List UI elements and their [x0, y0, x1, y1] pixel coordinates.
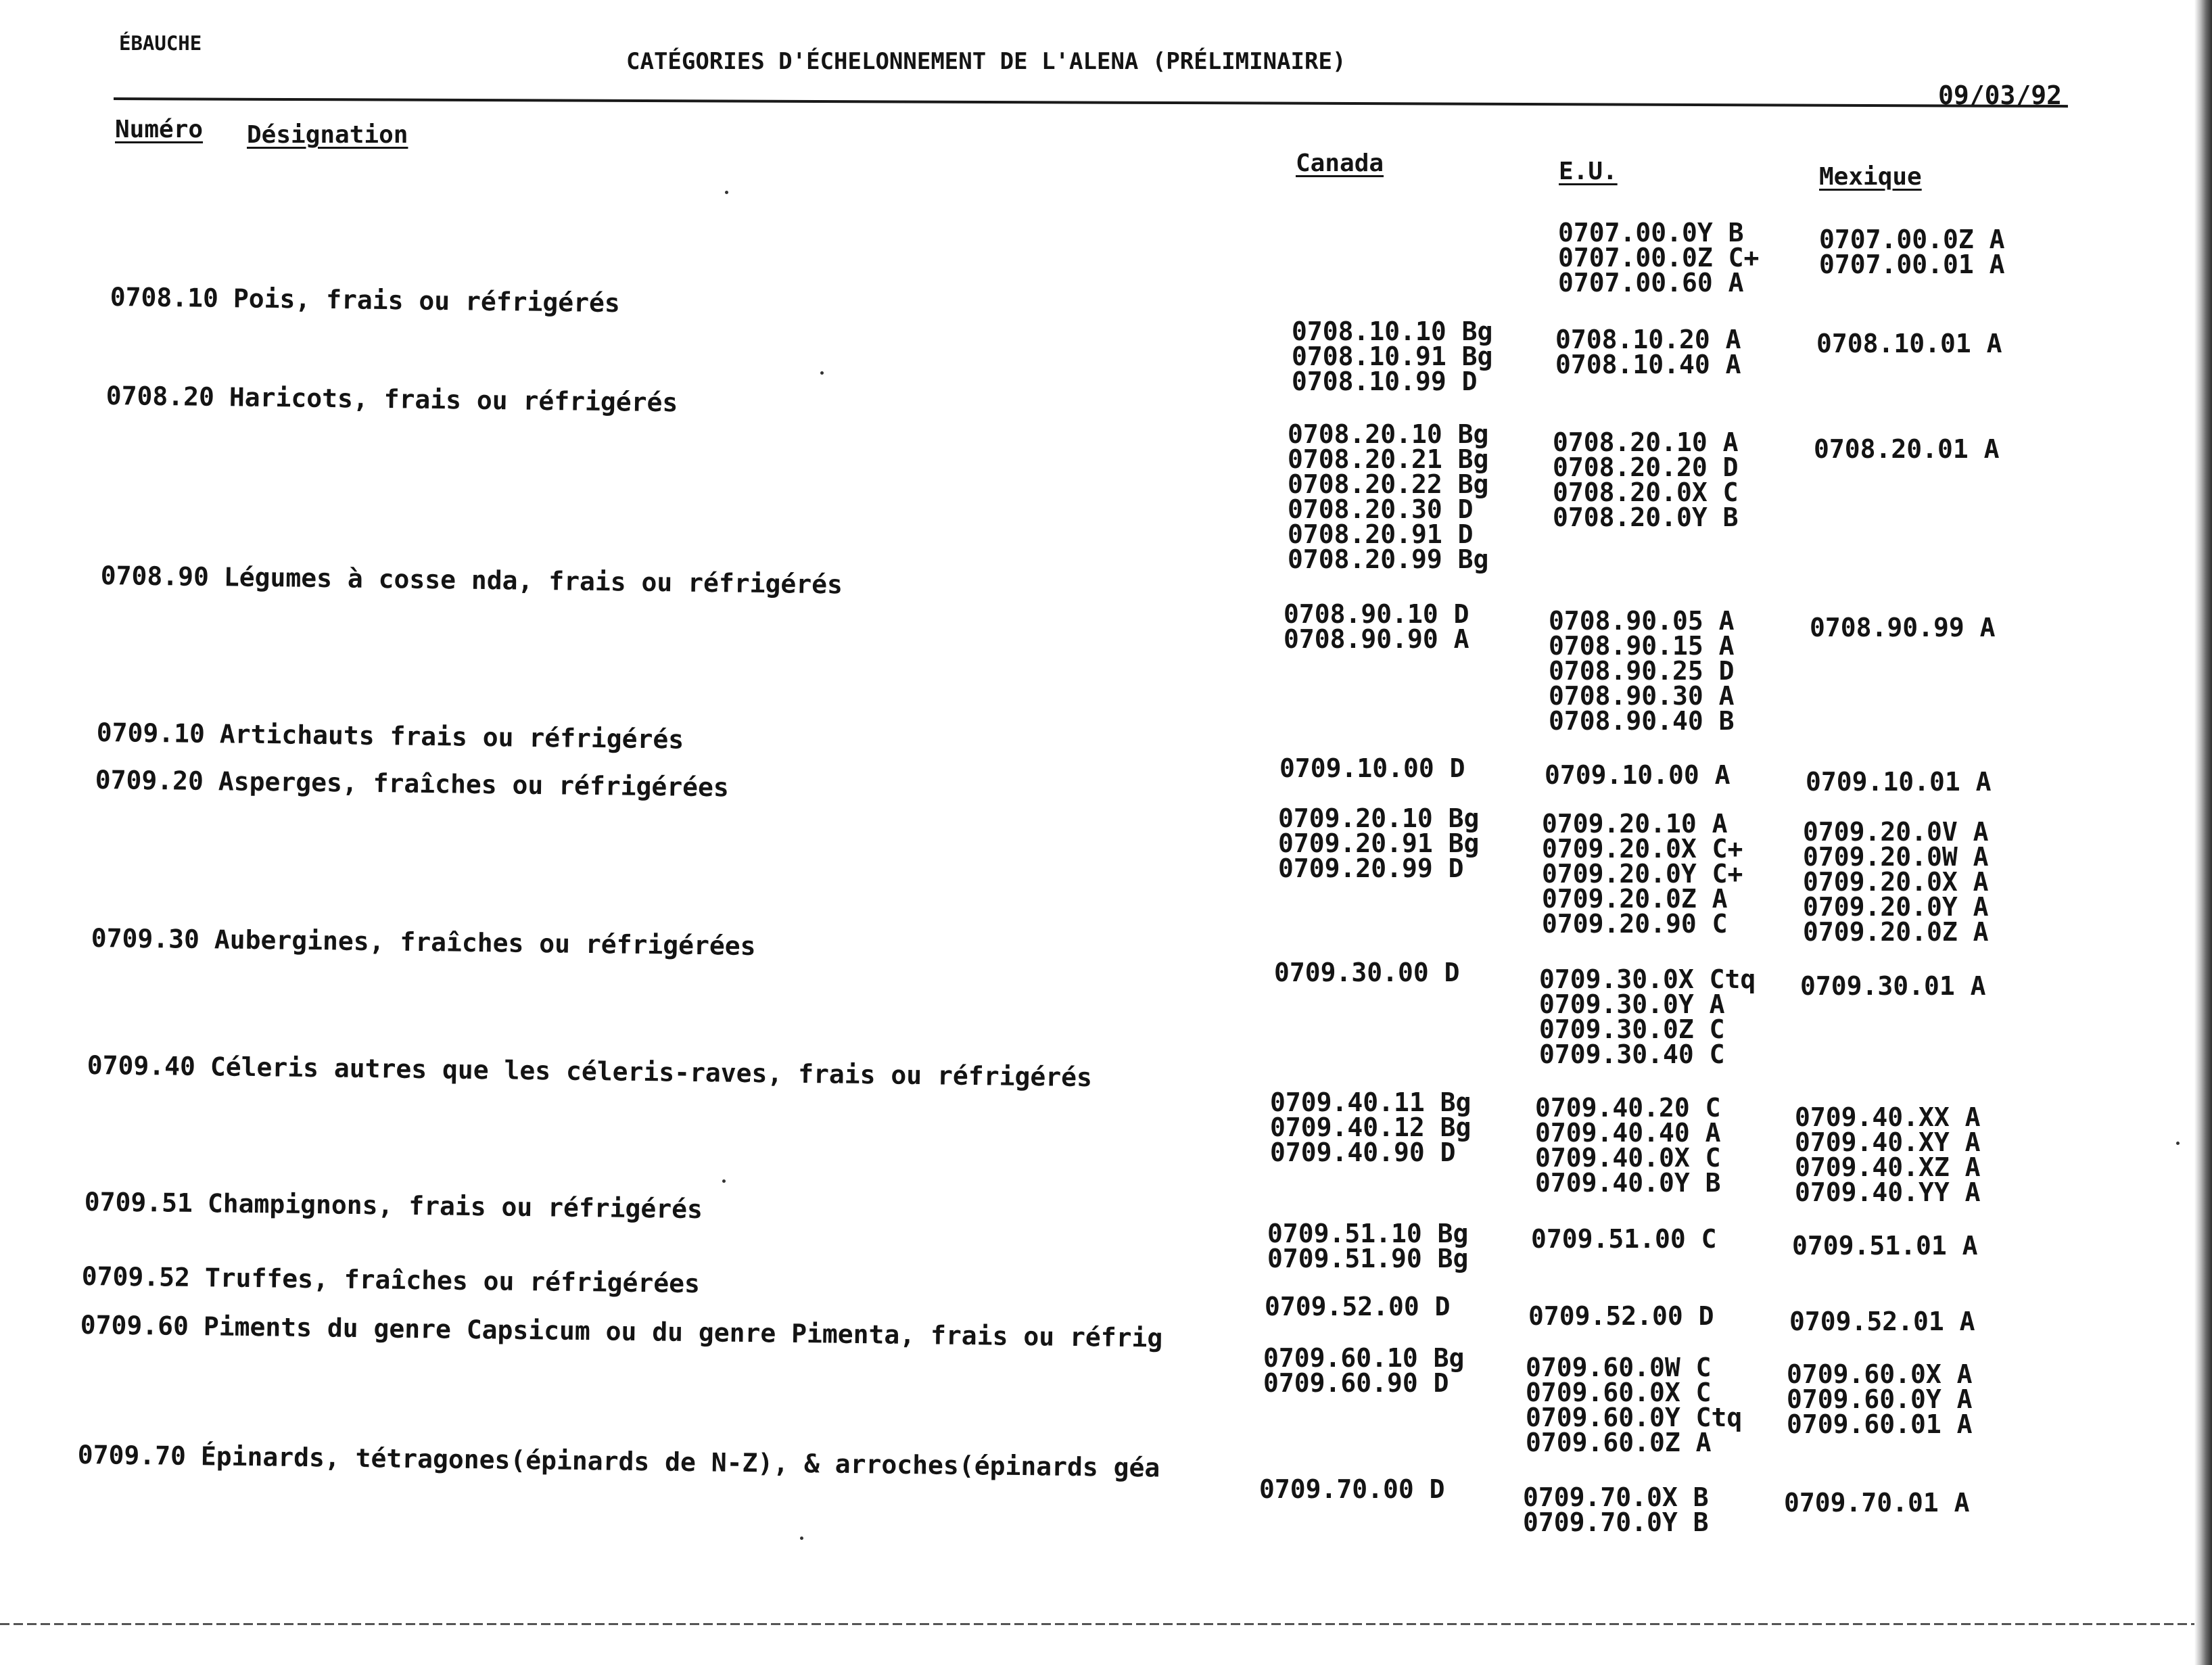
cell-canada	[1278, 803, 1480, 883]
tariff-line-eu: 0709.30.40 C	[1539, 1039, 1725, 1069]
tariff-line-mexique: 0709.20.0W A	[1803, 842, 1989, 872]
scan-bottom-edge	[0, 1623, 2212, 1625]
cell-eu	[1535, 1093, 1721, 1198]
tariff-line-eu: 0709.20.0Y C+	[1542, 859, 1743, 889]
tariff-line-canada: 0709.40.90 D	[1270, 1138, 1456, 1167]
tariff-line-eu: 0709.60.0Z A	[1526, 1428, 1712, 1457]
tariff-line-eu: 0709.20.90 C	[1542, 909, 1728, 939]
tariff-line-canada: 0709.60.10 Bg	[1263, 1343, 1465, 1373]
tariff-line-eu: 0708.90.05 A	[1549, 606, 1735, 636]
cell-eu	[1528, 1301, 1714, 1331]
row-designation	[91, 923, 756, 962]
row-code: 0709.52	[81, 1261, 191, 1292]
cell-eu	[1542, 809, 1743, 939]
tariff-line-eu: 0708.20.0X C	[1553, 477, 1739, 507]
tariff-line-canada: 0708.10.99 D	[1292, 367, 1478, 396]
cell-canada	[1267, 1221, 1468, 1271]
tariff-line-eu: 0709.20.0X C+	[1542, 834, 1743, 864]
tariff-line-eu: 0708.90.25 D	[1549, 656, 1735, 686]
row-label: Aubergines, fraîches ou réfrigérées	[214, 924, 756, 962]
tariff-line-eu: 0709.10.00 A	[1545, 760, 1731, 790]
cell-eu	[1558, 220, 1759, 296]
cell-canada	[1292, 316, 1493, 396]
cell-mexique	[1814, 434, 2000, 464]
draft-label: ÉBAUCHE	[119, 32, 202, 55]
column-header-mexique: Mexique	[1819, 163, 1922, 191]
row-label: Haricots, frais ou réfrigérés	[229, 382, 678, 418]
row-designation	[81, 1261, 701, 1299]
row-label: Piments du genre Capsicum ou du genre Pimenta, frais ou réfrig	[203, 1311, 1163, 1353]
tariff-line-canada: 0708.90.10 D	[1284, 599, 1469, 629]
cell-mexique	[1803, 817, 1989, 947]
tariff-line-mexique: 0709.60.0Y A	[1787, 1384, 1973, 1414]
cell-eu	[1555, 327, 1741, 377]
scan-page-edge	[2194, 0, 2212, 1665]
tariff-line-eu: 0708.10.40 A	[1555, 350, 1741, 379]
cell-canada	[1284, 599, 1469, 654]
tariff-line-mexique: 0708.10.01 A	[1816, 329, 2002, 358]
cell-canada	[1279, 753, 1465, 783]
tariff-line-canada: 0709.20.91 Bg	[1278, 828, 1480, 858]
tariff-line-eu: 0709.51.00 C	[1531, 1224, 1717, 1254]
tariff-line-canada: 0709.51.10 Bg	[1267, 1219, 1469, 1248]
cell-eu	[1523, 1482, 1709, 1537]
document-title: CATÉGORIES D'ÉCHELONNEMENT DE L'ALENA (PRÉLIMINAIRE)	[626, 48, 1346, 75]
tariff-line-mexique: 0709.10.01 A	[1806, 767, 1992, 797]
row-label: Artichauts frais ou réfrigérés	[219, 719, 684, 755]
cell-eu	[1539, 964, 1756, 1069]
column-header-eu: E.U.	[1559, 158, 1618, 185]
cell-eu	[1549, 606, 1735, 736]
column-header-canada: Canada	[1296, 149, 1384, 177]
cell-mexique	[1810, 615, 1996, 640]
tariff-line-eu: 0708.20.0Y B	[1553, 502, 1739, 532]
tariff-line-mexique: 0709.40.XX A	[1795, 1102, 1981, 1132]
row-code: 0709.10	[96, 718, 206, 749]
row-designation	[80, 1312, 1163, 1351]
tariff-line-eu: 0709.70.0Y B	[1523, 1507, 1709, 1537]
row-code: 0709.51	[84, 1187, 193, 1218]
tariff-line-canada: 0709.60.90 D	[1263, 1368, 1449, 1398]
tariff-line-eu: 0709.52.00 D	[1528, 1301, 1714, 1331]
tariff-line-eu: 0709.40.40 A	[1535, 1118, 1721, 1148]
cell-canada	[1265, 1294, 1451, 1319]
tariff-line-canada: 0709.40.11 Bg	[1270, 1087, 1472, 1117]
tariff-line-mexique: 0708.20.01 A	[1814, 434, 2000, 464]
tariff-line-canada: 0709.51.90 Bg	[1267, 1244, 1469, 1273]
tariff-line-mexique: 0709.40.XZ A	[1795, 1152, 1981, 1182]
document-date: 09/03/92	[1938, 80, 2063, 110]
tariff-line-canada: 0708.20.10 Bg	[1288, 419, 1489, 449]
tariff-line-canada: 0708.20.22 Bg	[1288, 469, 1489, 499]
tariff-line-eu: 0708.20.10 A	[1553, 427, 1739, 457]
tariff-line-canada: 0709.70.00 D	[1259, 1474, 1445, 1504]
cell-eu	[1531, 1224, 1717, 1254]
tariff-line-mexique: 0708.90.99 A	[1810, 613, 1996, 642]
row-label: Pois, frais ou réfrigérés	[233, 283, 621, 319]
cell-mexique	[1789, 1309, 1975, 1334]
tariff-line-mexique: 0709.20.0X A	[1803, 867, 1989, 897]
row-code: 0709.30	[91, 923, 200, 954]
row-designation	[110, 282, 621, 319]
cell-mexique	[1800, 971, 1986, 1001]
tariff-line-eu: 0707.00.60 A	[1558, 268, 1744, 298]
cell-canada	[1274, 960, 1460, 985]
row-designation	[105, 381, 678, 418]
cell-mexique	[1816, 331, 2002, 356]
tariff-line-eu: 0709.60.0W C	[1526, 1353, 1712, 1382]
tariff-line-eu: 0707.00.0Y B	[1558, 218, 1744, 248]
cell-mexique	[1819, 227, 2005, 277]
tariff-line-mexique: 0707.00.0Z A	[1819, 225, 2005, 254]
scan-speck	[722, 1179, 726, 1183]
tariff-line-eu: 0708.20.20 D	[1553, 452, 1739, 482]
tariff-line-canada: 0708.10.10 Bg	[1292, 316, 1493, 346]
cell-canada	[1263, 1343, 1465, 1398]
row-code: 0709.40	[87, 1050, 196, 1081]
column-header-numero: Numéro	[115, 116, 204, 143]
tariff-line-eu: 0709.40.20 C	[1535, 1093, 1721, 1123]
cell-mexique	[1795, 1102, 1981, 1207]
tariff-line-eu: 0708.10.20 A	[1555, 325, 1741, 354]
scan-speck	[725, 191, 728, 194]
tariff-line-eu: 0707.00.0Z C+	[1558, 243, 1760, 273]
cell-eu	[1553, 427, 1739, 532]
scan-speck	[2176, 1142, 2180, 1145]
row-designation	[100, 561, 843, 600]
row-designation	[87, 1050, 1093, 1093]
tariff-line-eu: 0709.70.0X B	[1523, 1482, 1709, 1512]
tariff-line-canada: 0709.20.10 Bg	[1278, 803, 1480, 833]
scan-speck	[820, 371, 824, 375]
tariff-line-mexique: 0709.40.YY A	[1795, 1177, 1981, 1207]
tariff-line-eu: 0709.20.0Z A	[1542, 884, 1728, 914]
tariff-line-eu: 0709.60.0X C	[1526, 1378, 1712, 1407]
row-designation	[84, 1187, 703, 1225]
tariff-line-canada: 0709.40.12 Bg	[1270, 1112, 1472, 1142]
tariff-line-mexique: 0709.52.01 A	[1789, 1307, 1975, 1336]
row-code: 0708.90	[100, 561, 210, 592]
tariff-line-eu: 0709.20.10 A	[1542, 809, 1728, 839]
tariff-line-canada: 0708.10.91 Bg	[1292, 342, 1493, 371]
tariff-line-canada: 0708.90.90 A	[1284, 624, 1469, 654]
row-code: 0708.20	[105, 381, 215, 412]
row-designation	[95, 765, 730, 803]
tariff-line-canada: 0708.20.91 D	[1288, 519, 1474, 549]
cell-canada	[1270, 1087, 1472, 1167]
tariff-line-mexique: 0709.20.0Z A	[1803, 917, 1989, 947]
cell-mexique	[1787, 1359, 1973, 1439]
tariff-line-mexique: 0709.40.XY A	[1795, 1127, 1981, 1157]
tariff-line-canada: 0708.20.30 D	[1288, 494, 1474, 524]
tariff-line-canada: 0709.10.00 D	[1279, 753, 1465, 783]
row-code: 0709.20	[95, 765, 204, 796]
cell-canada	[1259, 1474, 1445, 1504]
tariff-line-eu: 0709.40.0X C	[1535, 1143, 1721, 1173]
row-label: Truffes, fraîches ou réfrigérées	[204, 1263, 701, 1299]
cell-canada	[1288, 419, 1489, 574]
tariff-line-eu: 0709.30.0X Ctq	[1539, 964, 1756, 994]
row-label: Champignons, frais ou réfrigérés	[207, 1188, 703, 1225]
tariff-line-mexique: 0709.60.0X A	[1787, 1359, 1973, 1389]
row-label: Légumes à cosse nda, frais ou réfrigérés	[223, 562, 843, 600]
scan-speck	[800, 1537, 803, 1540]
tariff-line-mexique: 0709.20.0Y A	[1803, 892, 1989, 922]
tariff-line-eu: 0709.40.0Y B	[1535, 1168, 1721, 1198]
column-header-designation: Désignation	[247, 121, 408, 149]
row-designation	[97, 720, 684, 753]
tariff-line-canada: 0709.30.00 D	[1274, 958, 1460, 987]
header-rule	[114, 97, 2068, 108]
tariff-line-canada: 0708.20.99 Bg	[1288, 544, 1489, 574]
tariff-line-mexique: 0709.51.01 A	[1792, 1231, 1978, 1261]
tariff-line-eu: 0709.60.0Y Ctq	[1526, 1403, 1743, 1432]
tariff-line-mexique: 0709.60.01 A	[1787, 1409, 1973, 1439]
row-label: Asperges, fraîches ou réfrigérées	[218, 766, 730, 803]
row-code: 0709.60	[80, 1310, 189, 1341]
tariff-line-canada: 0709.20.99 D	[1278, 853, 1464, 883]
cell-mexique	[1784, 1488, 1970, 1518]
tariff-line-eu: 0708.90.30 A	[1549, 681, 1735, 711]
tariff-line-canada: 0709.52.00 D	[1265, 1292, 1451, 1321]
tariff-line-eu: 0709.30.0Z C	[1539, 1014, 1725, 1044]
row-label: Céleris autres que les céleris-raves, frais ou réfrigérés	[210, 1052, 1093, 1093]
row-label: Épinards, tétragones(épinards de N-Z), & arroches(épinards géa	[200, 1441, 1160, 1483]
tariff-line-mexique: 0709.30.01 A	[1800, 971, 1986, 1001]
cell-mexique	[1792, 1231, 1978, 1261]
tariff-line-eu: 0709.30.0Y A	[1539, 989, 1725, 1019]
tariff-line-mexique: 0709.70.01 A	[1784, 1488, 1970, 1518]
tariff-line-mexique: 0709.20.0V A	[1803, 817, 1989, 847]
tariff-line-canada: 0708.20.21 Bg	[1288, 444, 1489, 474]
cell-eu	[1545, 760, 1731, 790]
row-designation	[78, 1442, 1160, 1481]
row-code: 0709.70	[77, 1440, 187, 1471]
row-code: 0708.10	[110, 282, 219, 313]
tariff-line-mexique: 0707.00.01 A	[1819, 250, 2005, 279]
cell-mexique	[1806, 767, 1992, 797]
cell-eu	[1526, 1355, 1742, 1455]
tariff-line-eu: 0708.90.40 B	[1549, 706, 1735, 736]
tariff-line-eu: 0708.90.15 A	[1549, 631, 1735, 661]
